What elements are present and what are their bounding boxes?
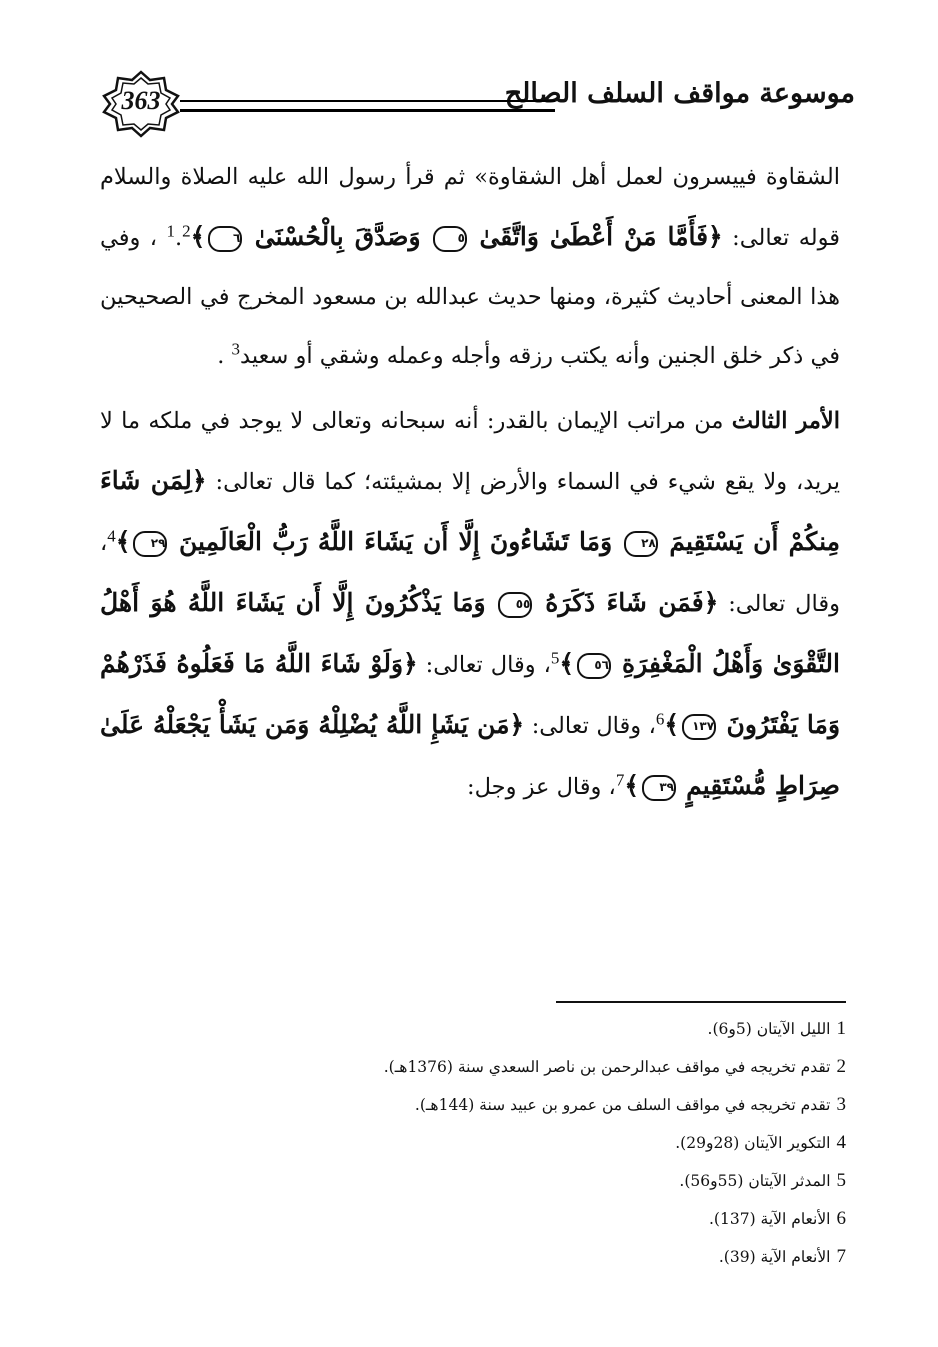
footnote-number: 3 xyxy=(836,1094,846,1115)
quran-verse: ﴿فَمَن شَاءَ ذَكَرَهُ xyxy=(545,588,719,617)
quran-bracket: ﴾ xyxy=(115,527,131,556)
quran-verse: ﴿لِمَن شَاءَ مِنكُمْ أَن يَسْتَقِيمَ xyxy=(100,466,841,556)
footnote xyxy=(300,1246,846,1284)
footnote-text: الأنعام الآية (39). xyxy=(718,1248,831,1266)
footnote-separator xyxy=(556,1001,846,1003)
footnote-text: التكوير الآيتان (28و29). xyxy=(675,1134,831,1152)
quran-bracket: ﴾ xyxy=(624,771,639,800)
quran-verse: ﴿وَلَوْ شَاءَ اللَّهُ مَا فَعَلُوهُ فَذَرْهُمْ وَمَا يَفْتَرُونَ xyxy=(100,649,841,739)
text-run: الشقاوة فييسرون لعمل أهل الشقاوة» ثم قرأ رسول الله عليه الصلاة والسلام xyxy=(100,164,840,190)
footnote xyxy=(300,1056,846,1094)
footnote xyxy=(300,1018,846,1056)
footnote xyxy=(300,1132,846,1170)
footnotes-list xyxy=(300,1018,846,1284)
footnote-number: 7 xyxy=(836,1246,846,1267)
quran-bracket: ﴾ xyxy=(664,710,680,739)
ayah-marker: ٥ xyxy=(433,226,467,252)
ayah-marker: ٢٨ xyxy=(624,531,658,557)
footnote-ref: 3 xyxy=(231,339,241,359)
footnote-ref: 1 xyxy=(166,221,175,241)
footnote-number: 4 xyxy=(836,1132,846,1153)
footnote xyxy=(300,1170,846,1208)
quran-verse: وَصَدَّقَ بِالْحُسْنَىٰ xyxy=(254,222,421,251)
ayah-marker: ٦ xyxy=(208,226,242,252)
page-header xyxy=(100,70,855,145)
footnote-text: الأنعام الآية (137). xyxy=(708,1210,831,1228)
page-number: 363 xyxy=(121,86,161,115)
footnote-number: 1 xyxy=(836,1018,846,1039)
ayah-marker: ٢٩ xyxy=(133,531,167,557)
footnote-number: 5 xyxy=(836,1170,846,1191)
ayah-marker: ١٣٧ xyxy=(682,714,716,740)
quran-verse: وَمَا يَذْكُرُونَ إِلَّا أَن يَشَاءَ اللَّهُ هُوَ أَهْلُ التَّقْوَىٰ وَأَهْلُ الْمَغْفِرَةِ xyxy=(100,588,840,678)
quran-bracket: ﴾ xyxy=(190,222,206,251)
ayah-marker: ٥٦ xyxy=(577,653,611,679)
text-run: قوله تعالى: xyxy=(732,225,841,251)
header-rule xyxy=(180,100,555,112)
book-title: موسوعة مواقف السلف الصالح xyxy=(504,78,855,109)
footnote xyxy=(300,1208,846,1246)
footnote-ref: 7 xyxy=(615,770,625,790)
footnote-text: تقدم تخريجه في مواقف عبدالرحمن بن ناصر السعدي سنة (1376هـ). xyxy=(383,1058,831,1076)
text-run: ، وقال تعالى: xyxy=(100,530,841,617)
quran-verse: ﴿مَن يَشَإِ اللَّهُ يُضْلِلْهُ وَمَن يَشَأْ يَجْعَلْهُ عَلَىٰ صِرَاطٍ مُّسْتَقِيمٍ xyxy=(100,710,840,800)
footnote-text: المدثر الآيتان (55و56). xyxy=(679,1172,831,1190)
page-number-badge xyxy=(100,70,182,138)
footnote-ref: 4 xyxy=(107,526,116,546)
paragraph: الشقاوة فييسرون لعمل أهل الشقاوة» ثم قرأ رسول الله عليه الصلاة والسلام قوله تعالى: ﴿فَأَمَّا مَنْ أَعْطَىٰ وَاتَّقَىٰ ٥ وَصَدَّقَ بِالْحُسْنَىٰ ٦﴾$^1$.$^2$ ، وفي هذا المعنى أحاديث كثيرة، ومنها حديث عبدالله بن مسعود المخرج في الصحيحين في ذكر خلق الجنين وأنه يكتب رزقه وأجله وعمله وشقي أو سعيد$^3$ . xyxy=(100,164,841,369)
footnote-text: الليل الآيتان (5و6). xyxy=(707,1020,831,1038)
text-run: ، وقال عز وجل: xyxy=(467,774,616,800)
text-run: من مراتب الإيمان بالقدر: أنه سبحانه وتعالى لا يوجد في ملكه ما لا يريد، ولا يقع شيء في السماء والأرض إلا بمشيئته؛ كما قال تعالى: xyxy=(100,408,840,495)
text-run: ، وفي هذا المعنى أحاديث كثيرة، ومنها حديث عبدالله بن مسعود المخرج في الصحيحين في ذكر خلق الجنين وأنه يكتب رزقه وأجله وعمله وشقي أو سعيد xyxy=(100,225,840,369)
footnote-ref: 6 xyxy=(655,709,665,729)
text-run: ، وقال تعالى: xyxy=(425,652,551,678)
footnote xyxy=(300,1094,846,1132)
ayah-marker: ٥٥ xyxy=(498,592,532,618)
paragraph xyxy=(100,392,840,817)
quran-verse: ﴿فَأَمَّا مَنْ أَعْطَىٰ وَاتَّقَىٰ xyxy=(479,222,723,251)
footnote-ref: 5 xyxy=(550,648,560,668)
main-text xyxy=(100,148,840,817)
quran-bracket: ﴾ xyxy=(559,649,574,678)
quran-verse: وَمَا تَشَاءُونَ إِلَّا أَن يَشَاءَ اللَّهُ رَبُّ الْعَالَمِينَ xyxy=(179,527,613,556)
section-heading: الأمر الثالث xyxy=(731,408,840,434)
footnote-ref: 2 xyxy=(182,221,191,241)
footnote-number: 6 xyxy=(836,1208,846,1229)
footnote-text: تقدم تخريجه في مواقف السلف من عمرو بن عبيد سنة (144هـ). xyxy=(414,1096,831,1114)
text-run: ، وقال تعالى: xyxy=(531,713,656,739)
ayah-marker: ٣٩ xyxy=(642,775,676,801)
footnote-number: 2 xyxy=(836,1056,846,1077)
